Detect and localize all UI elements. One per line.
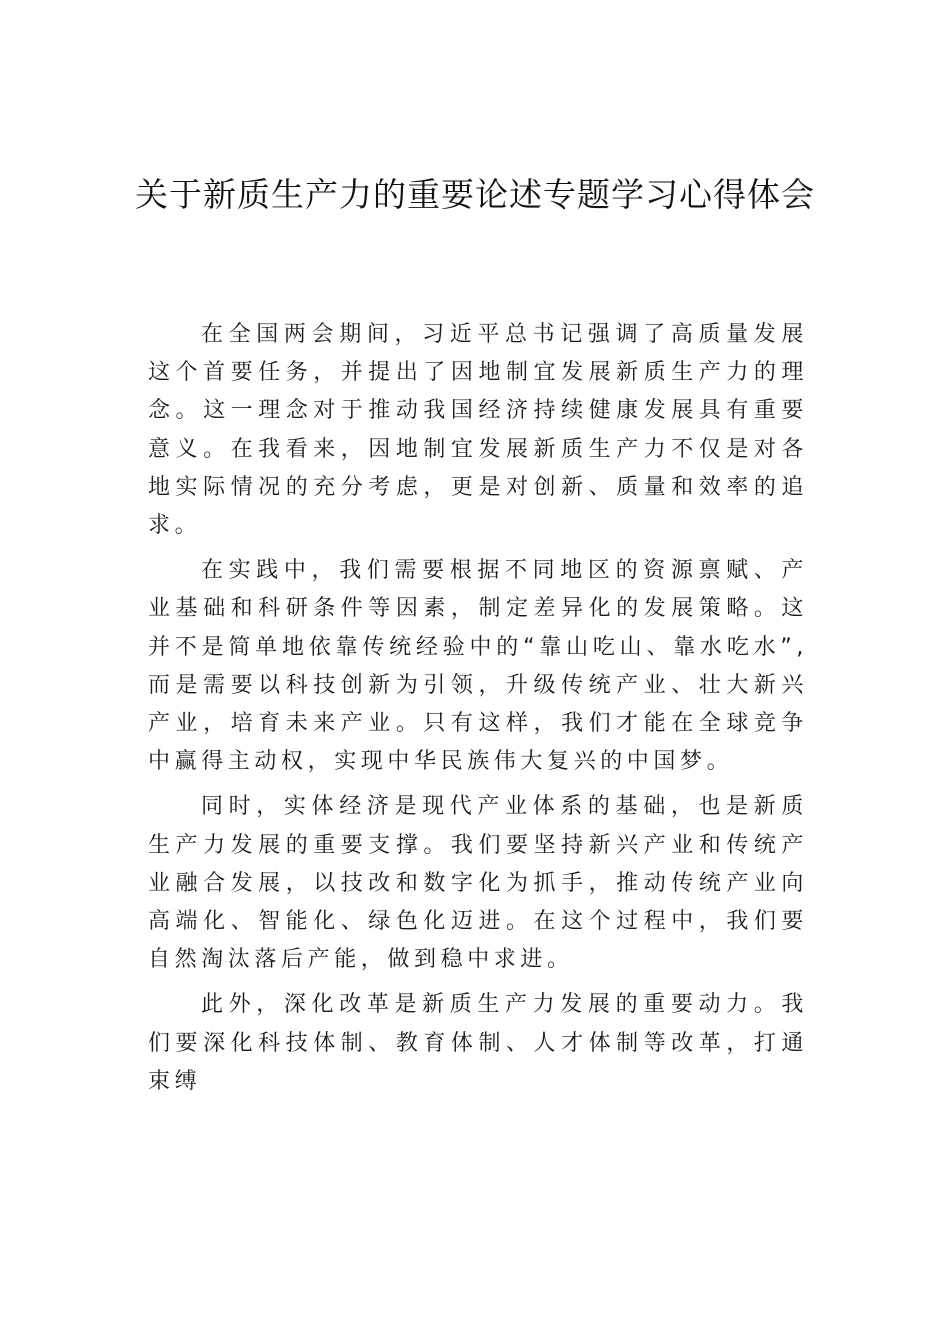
paragraph-3: 同时，实体经济是现代产业体系的基础，也是新质生产力发展的重要支撑。我们要坚持新兴产业和传统产业融合发展，以技改和数字化为抓手，推动传统产业向高端化、智能化、绿色化迈进。在这个过程中，我们要自然淘汰落后产能，做到稳中求进。 (148, 794, 808, 973)
paragraph-1: 在全国两会期间，习近平总书记强调了高质量发展这个首要任务，并提出了因地制宜发展新质生产力的理念。这一理念对于推动我国经济持续健康发展具有重要意义。在我看来，因地制宜发展新质生产力不仅是对各地实际情况的充分考虑，更是对创新、质量和效率的追求。 (148, 322, 808, 539)
paragraph-2: 在实践中，我们需要根据不同地区的资源禀赋、产业基础和科研条件等因素，制定差异化的发展策略。这并不是简单地依靠传统经验中的“靠山吃山、靠水吃水”,而是需要以科技创新为引领，升级传统产业、壮大新兴产业，培育未来产业。只有这样，我们才能在全球竞争中赢得主动权，实现中华民族伟大复兴的中国梦。 (148, 558, 808, 775)
document-body (148, 316, 808, 1108)
document-title: 关于新质生产力的重要论述专题学习心得体会 (135, 175, 815, 214)
paragraph-4: 此外，深化改革是新质生产力发展的重要动力。我们要深化科技体制、教育体制、人才体制等改革，打通束缚 (148, 992, 808, 1094)
